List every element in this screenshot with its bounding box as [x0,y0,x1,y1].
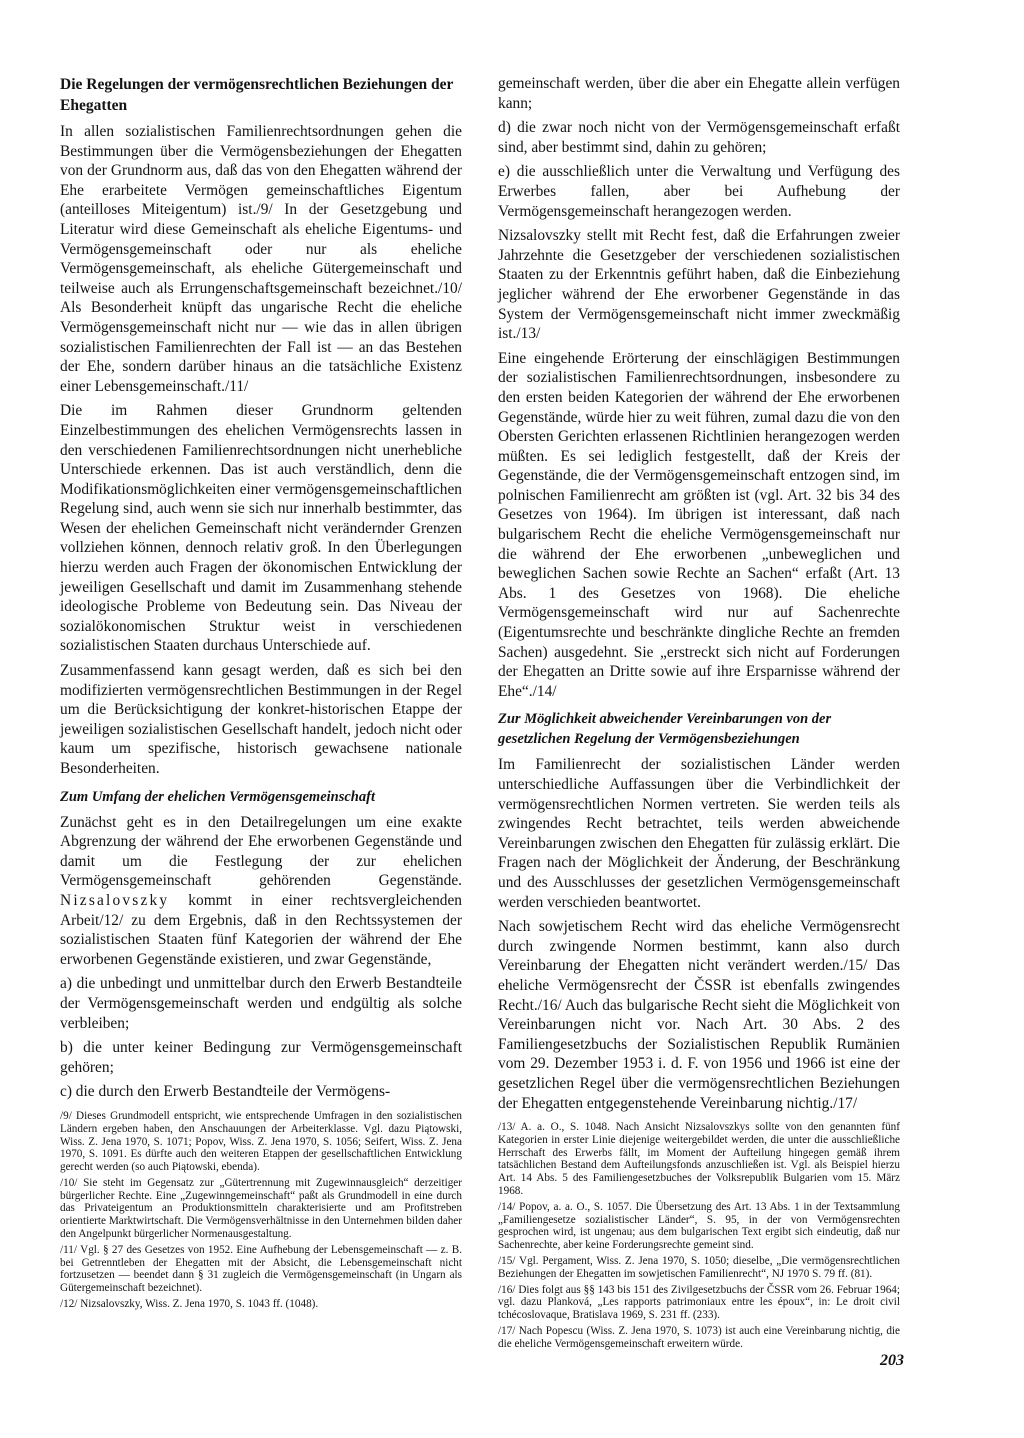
paragraph: Die im Rahmen dieser Grundnorm geltenden Einzelbestimmungen des ehelichen Vermögensrechts lassen in den verschiedenen Familienrechtsordnungen nicht unerhebliche Unterschiede erkennen. Das ist auch verständlich, denn die Modifikationsmöglichkeiten einer vermögensgemeinschaftlichen Regelung sind, auch wenn sie sich nur innerhalb bestimmter, das Wesen der ehelichen Gemeinschaft nicht verändernder Grenzen vollziehen können, dennoch relativ groß. In den Überlegungen hierzu werden auch Fragen der ökonomischen Entwicklung der jeweiligen Gesellschaft und damit im Zusammenhang stehende ideologische Probleme von Bedeutung sein. Das Niveau der sozialökonomischen Struktur weist in verschiedenen sozialistischen Staaten durchaus Unterschiede auf. [60,402,462,655]
footnote: /12/ Nizsalovszky, Wiss. Z. Jena 1970, S. 1043 ff. (1048). [60,1298,319,1311]
footnote: /9/ Dieses Grundmodell entspricht, wie entsprechende Umfragen in den sozialistischen Ländern ergeben haben, den Anschauungen der Arbeiterklasse. Vgl. dazu Piątowski, Wiss. Z. Jena 1970, S. 1071; Popov, Wiss. Z. Jena 1970, S. 1056; Seifert, Wiss. Z. Jena 1970, S. 1091. Es dürfte auch den weiteren Etappen der gesellschaftlichen Entwicklung gerecht werden (so auch Piątowski, ebenda). [60,1109,462,1174]
list-item: b) die unter keiner Bedingung zur Vermögensgemeinschaft gehören; [60,1039,462,1076]
section-heading: Die Regelungen der vermögensrechtlichen Beziehungen der Ehegatten [60,76,454,114]
page-number: 203 [880,1352,904,1369]
left-column [60,74,462,1314]
paragraph: Im Familienrecht der sozialistischen Länder werden unterschiedliche Auffassungen über die Verbindlichkeit der vermögensrechtlichen Normen vertreten. Sie werden teils als zwingendes Recht betrachtet, teils werden abweichende Vereinbarungen zwischen den Ehegatten für zulässig erklärt. Die Fragen nach der Möglichkeit der Änderung, der Beschränkung und des Ausschlusses der gesetzlichen Vermögensgemeinschaft werden verschieden beantwortet. [498,756,900,911]
footnote: /11/ Vgl. § 27 des Gesetzes von 1952. Eine Aufhebung der Lebensgemeinschaft — z. B. bei Getrenntleben der Ehegatten mit der Absicht, die Lebensgemeinschaft nicht fortzusetzen — beendet dann § 31 zugleich die Vermögensgemeinschaft (in Ungarn als Gütergemeinschaft bezeichnet). [60,1243,462,1295]
footnote: /10/ Sie steht im Gegensatz zur „Gütertrennung mit Zugewinnausgleich“ derzeitiger bürgerlicher Rechte. Eine „Zugewinngemeinschaft“ paßt als Grundmodell in eine durch das Privateigentum an Produktionsmitteln charakterisierte und am Profitstreben orientierte Marktwirtschaft. Die Vermögensverhältnisse in den Unternehmen bilden daher den Angelpunkt bürgerlicher Normenausgestaltung. [60,1176,462,1241]
paragraph [60,813,462,970]
footnote: /17/ Nach Popescu (Wiss. Z. Jena 1970, S. 1073) ist auch eine Vereinbarung nichtig, die die eheliche Vermögensgemeinschaft erweitern würde. [498,1325,900,1350]
subheading: Zur Möglichkeit abweichender Vereinbarungen von der gesetzlichen Regelung der Vermögensbeziehungen [498,711,832,748]
paragraph-text: kommt in einer rechtsvergleichenden Arbeit/12/ zu dem Ergebnis, daß in den Rechtssystemen der sozialistischen Staaten fünf Kategorien der während der Ehe erworbenen Gegenstände existieren, und zwar Gegenstände, [60,891,462,968]
paragraph: Nizsalovszky stellt mit Recht fest, daß die Erfahrungen zweier Jahrzehnte die Gesetzgeber der verschiedenen sozialistischen Staaten zu der Erkenntnis geführt haben, daß die Einbeziehung jeglicher während der Ehe erworbener Gegenstände in das System der Vermögensgemeinschaft nicht immer zweckmäßig ist./13/ [498,227,900,343]
list-item: d) die zwar noch nicht von der Vermögensgemeinschaft erfaßt sind, aber bestimmt sind, dahin zu gehören; [498,119,900,156]
footnotes [498,1121,900,1351]
subheading: Zum Umfang der ehelichen Vermögensgemeinschaft [60,788,375,805]
paragraph: Eine eingehende Erörterung der einschlägigen Bestimmungen der sozialistischen Familienrechtsordnungen, insbesondere zu den ersten beiden Kategorien der während der Ehe erworbenen Gegenstände, würde hier zu weit führen, zumal dazu die von den Obersten Gerichten erlassenen Richtlinien herangezogen werden müßten. Es sei lediglich festgestellt, daß der Kreis der Gegenstände, die der Vermögensgemeinschaft entzogen sind, im polnischen Familienrecht am größten ist (vgl. Art. 32 bis 34 des Gesetzes von 1964). Im übrigen ist interessant, daß nach bulgarischem Recht die eheliche Vermögensgemeinschaft nur die während der Ehe erworbenen „unbeweglichen und beweglichen Sachen sowie Rechte an Sachen“ erfaßt (Art. 13 Abs. 1 des Gesetzes von 1968). Die eheliche Vermögensgemeinschaft wird nur auf Sachenrechte (Eigentumsrechte und beschränkte dingliche Rechte an fremden Sachen) ausgedehnt. Sie „erstreckt sich nicht auf Forderungen der Ehegatten an Dritte sowie auf ihre Ersparnisse während der Ehe“./14/ [498,349,900,700]
footnote: /14/ Popov, a. a. O., S. 1057. Die Übersetzung des Art. 13 Abs. 1 in der Textsammlung „Familiengesetze sozialistischer Länder“, S. 95, in der von Vermögensrechten gesprochen wird, ist ungenau; aus dem bulgarischen Text ergibt sich eindeutig, daß nur Sachenrechte, aber keine Forderungsrechte gemeint sind. [498,1200,900,1252]
paragraph-text: Zunächst geht es in den Detailregelungen um eine exakte Abgrenzung der während der Ehe erworbenen Gegenstände und damit um die Festlegung der zur ehelichen Vermögensgemeinschaft gehörenden Gegenstände. [60,813,462,890]
right-column [498,74,900,1354]
list-item-continuation: gemeinschaft werden, über die aber ein Ehegatte allein verfügen kann; [498,75,900,112]
list-item: c) die durch den Erwerb Bestandteile der Vermögens- [60,1083,391,1101]
footnotes [60,1110,462,1311]
list-item: a) die unbedingt und unmittelbar durch den Erwerb Bestandteile der Vermögensgemeinschaft werden und endgültig als solche verbleiben; [60,975,462,1032]
footnote: /13/ A. a. O., S. 1048. Nach Ansicht Nizsalovszkys sollte von den genannten fünf Kategorien in erster Linie diejenige weitergebildet werden, die unter die ausschließliche Herrschaft des Erwerbs fällt, im Moment der Aufteilung hingegen gemäß ihrem tatsächlichen Bestand dem Aufteilungsfonds anzuschließen ist. Vgl. als Beispiel hierzu Art. 14 Abs. 5 des Familiengesetzbuches der Volksrepublik Bulgarien vom 15. März 1968. [498,1121,900,1198]
list-item: e) die ausschließlich unter die Verwaltung und Verfügung des Erwerbes fallen, aber bei Aufhebung der Vermögensgemeinschaft herangezogen werden. [498,163,900,220]
footnote: /15/ Vgl. Pergament, Wiss. Z. Jena 1970, S. 1050; dieselbe, „Die vermögensrechtlichen Beziehungen der Ehegatten im sowjetischen Familienrecht“, NJ 1970 S. 79 ff. (81). [498,1255,900,1280]
footnote: /16/ Dies folgt aus §§ 143 bis 151 des Zivilgesetzbuchs der ČSSR vom 26. Februar 1964; vgl. dazu Planková, „Les rapports patrimoniaux entre les époux“, in: Le droit civil tchécoslovaque, Bratislava 1969, S. 231 ff. (233). [498,1283,900,1322]
author-name: Nizsalovszky [60,891,170,909]
paragraph: Nach sowjetischem Recht wird das eheliche Vermögensrecht durch zwingende Normen bestimmt, kann also durch Vereinbarung der Ehegatten nicht verändert werden./15/ Das eheliche Vermögensrecht der ČSSR ist ebenfalls zwingendes Recht./16/ Auch das bulgarische Recht sieht die Möglichkeit von Vereinbarungen nicht vor. Nach Art. 30 Abs. 2 des Familiengesetzbuchs der Sozialistischen Republik Rumänien vom 29. Dezember 1953 i. d. F. von 1956 und 1966 ist eine der gesetzlichen Regel über die vermögensrechtlichen Beziehungen der Ehegatten entgegenstehende Vereinbarung nichtig./17/ [498,918,900,1112]
paragraph: Zusammenfassend kann gesagt werden, daß es sich bei den modifizierten vermögensrechtlichen Bestimmungen in der Regel um die Berücksichtigung der konkret-historischen Etappe der jeweiligen sozialistischen Gesellschaft handelt, jedoch nicht oder kaum um spezifische, historisch gewachsene nationale Besonderheiten. [60,662,462,777]
paragraph: In allen sozialistischen Familienrechtsordnungen gehen die Bestimmungen über die Vermögensbeziehungen der Ehegatten von der Grundnorm aus, daß das von den Ehegatten während der Ehe erarbeitete Vermögen gemeinschaftliches Eigentum (anteilloses Miteigentum) ist./9/ In der Gesetzgebung und Literatur wird diese Gemeinschaft als eheliche Eigentums- und Vermögensgemeinschaft oder nur als eheliche Vermögensgemeinschaft, als eheliche Gütergemeinschaft und teilweise auch als Errungenschaftsgemeinschaft bezeichnet./10/ Als Besonderheit knüpft das ungarische Recht die eheliche Vermögensgemeinschaft nicht nur — wie das in allen übrigen sozialistischen Familienrechten der Fall ist — an das Bestehen der Ehe, sondern darüber hinaus an die tatsächliche Existenz einer Lebensgemeinschaft./11/ [60,123,462,395]
